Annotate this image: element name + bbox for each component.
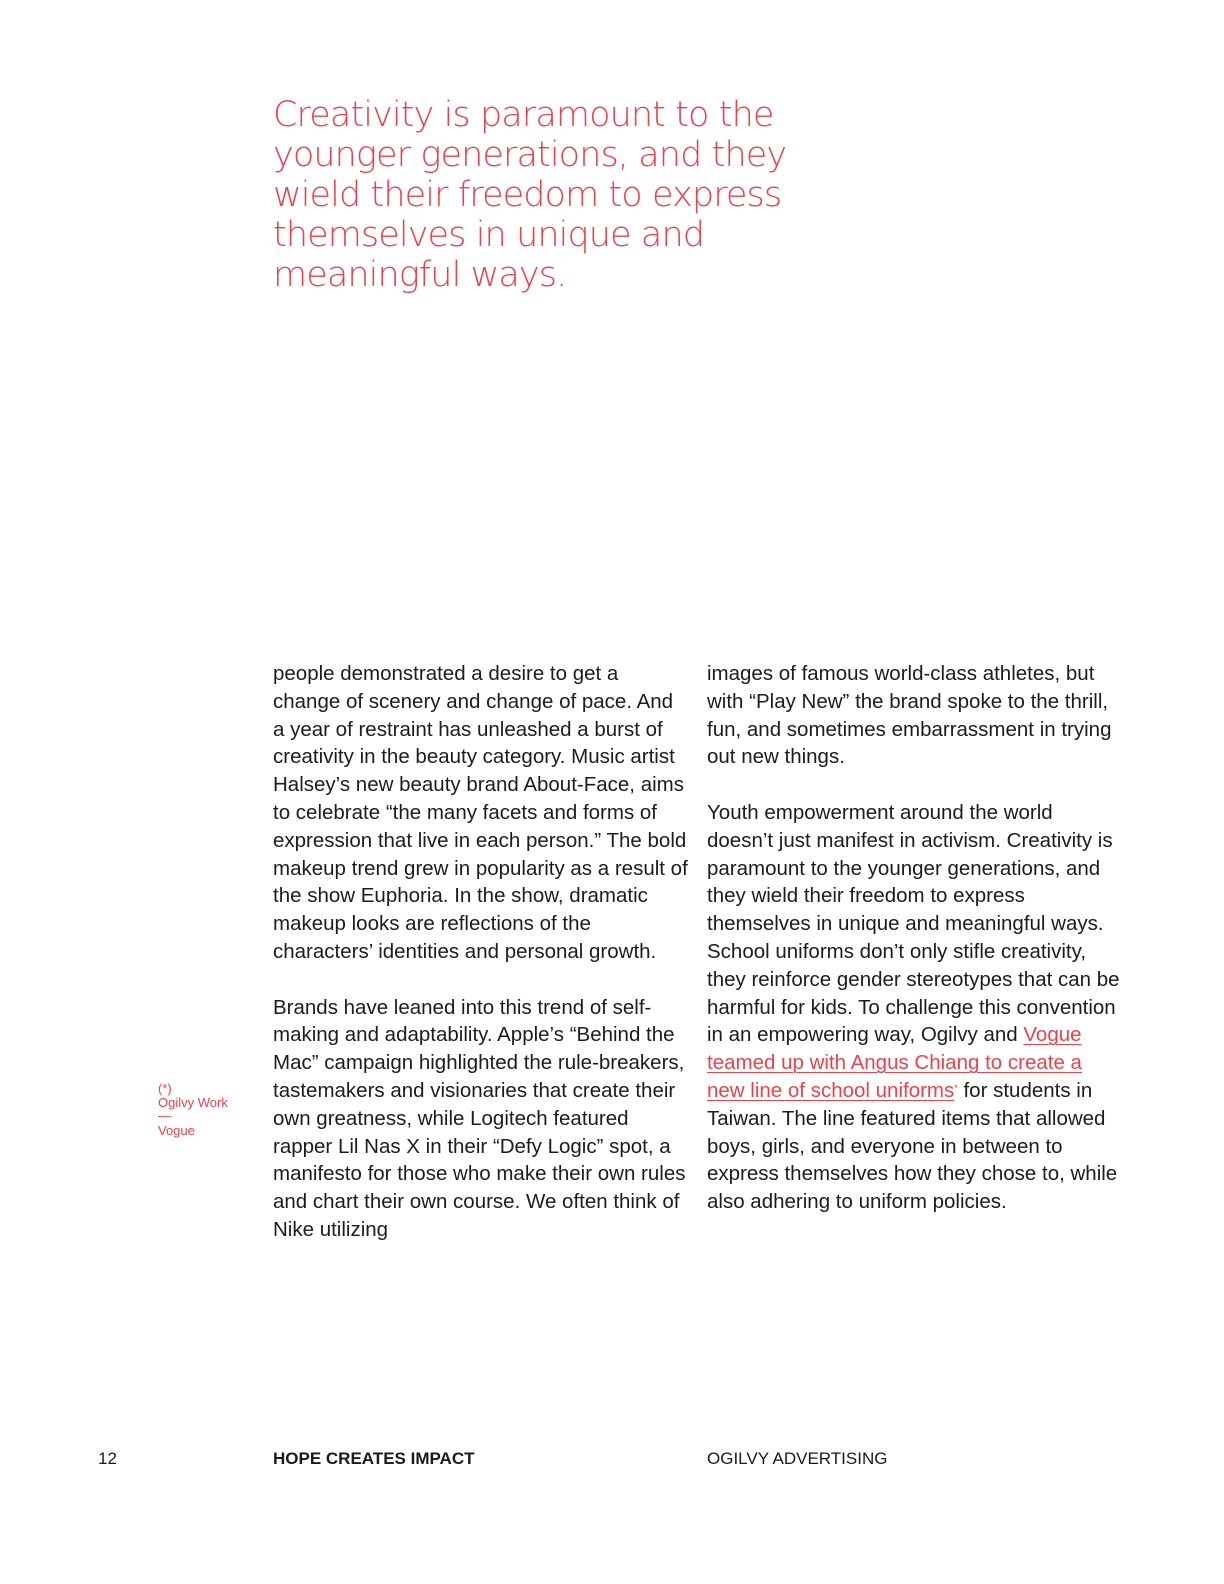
footnote-label: Ogilvy Work — [158, 1095, 228, 1110]
footnote-dash: — — [158, 1108, 171, 1123]
footnote-marker-label: (*) — [158, 1081, 172, 1096]
footer-brand: OGILVY ADVERTISING — [707, 1449, 888, 1468]
body-paragraph: people demonstrated a desire to get a change of scenery and change of pace. And a year of restraint has unleashed a burst of creativity in the beauty category. Music artist Halsey’s new beauty brand About-Face, aims to celebrate “the many facets and forms of expression that live in each person.” The bold makeup trend grew in popularity as a result of the show Euphoria. In the show, dramatic makeup looks are reflections of the characters’ identities and personal growth. — [273, 662, 688, 963]
paragraph-text-after-link: for students in Taiwan. The line featured items that allowed boys, girls, and everyone in between to express themselves how they chose to, while also adhering to uniform policies. — [707, 1078, 1118, 1214]
sidebar-footnote — [158, 1082, 268, 1138]
footnote-source: Vogue — [158, 1123, 195, 1138]
footer-title: HOPE CREATES IMPACT — [273, 1449, 475, 1468]
body-paragraph: Brands have leaned into this trend of self-making and adaptability. Apple’s “Behind the Mac” campaign highlighted the rule-breakers, tastemakers and visionaries that create their own greatness, while Logitech featured rapper Lil Nas X in their “Defy Logic” spot, a manifesto for those who make their own rules and chart their own course. We often think of Nike utilizing — [273, 995, 686, 1241]
body-paragraph: images of famous world-class athletes, but with “Play New” the brand spoke to the thrill, fun, and sometimes embarrassment in trying out new things. — [707, 662, 1112, 769]
vogue-uniforms-link[interactable]: Vogue teamed up with Angus Chiang to create a new line of school uniforms — [707, 1023, 1082, 1102]
left-column — [273, 660, 688, 1244]
page-number: 12 — [98, 1449, 117, 1468]
right-column — [707, 660, 1122, 1216]
pull-quote: Creativity is paramount to the younger generations, and they wield their freedom to express themselves in unique and meaningful ways. — [273, 95, 787, 295]
footnote-marker: * — [954, 1082, 958, 1093]
paragraph-text-before-link: Youth empowerment around the world doesn’t just manifest in activism. Creativity is paramount to the younger generations, and they wield their freedom to express themselves in unique and meaningful ways. School uniforms don’t only stifle creativity, they reinforce gender stereotypes that can be harmful for kids. To challenge this convention in an empowering way, Ogilvy and — [707, 800, 1120, 1047]
body-paragraph — [707, 799, 1122, 1216]
